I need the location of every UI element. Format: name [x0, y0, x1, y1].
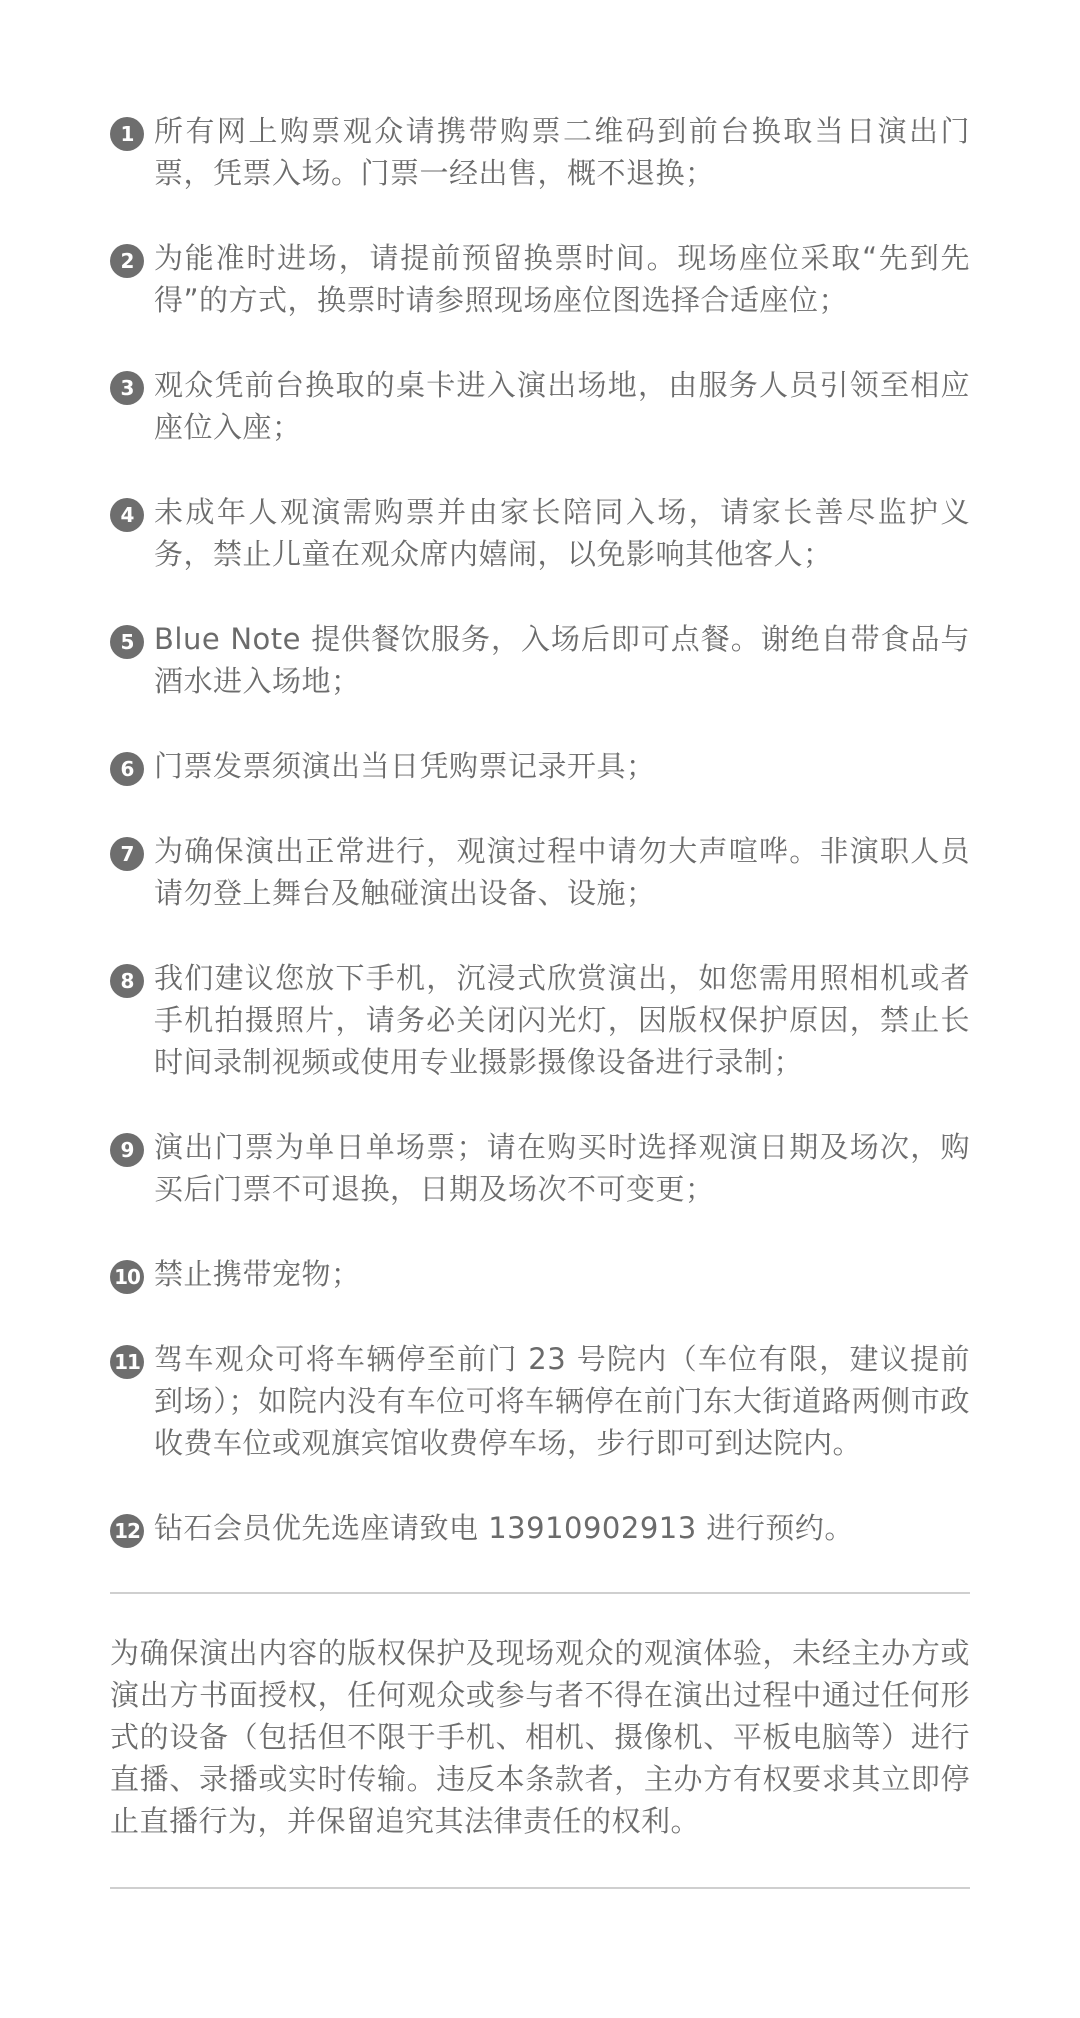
rule-text: 所有网上购票观众请携带购票二维码到前台换取当日演出门票，凭票入场。门票一经出售，概不退换； — [154, 114, 970, 190]
rule-item — [110, 1507, 970, 1549]
rule-item — [110, 237, 970, 321]
divider-bottom — [110, 1887, 970, 1889]
rule-number-badge: 5 — [110, 625, 144, 659]
rule-number-badge: 10 — [110, 1260, 144, 1294]
rule-text: 门票发票须演出当日凭购票记录开具； — [154, 749, 656, 783]
rule-text: 为能准时进场，请提前预留换票时间。现场座位采取“先到先得”的方式，换票时请参照现场座位图选择合适座位； — [154, 241, 970, 317]
rules-list — [110, 110, 970, 1549]
rule-item — [110, 618, 970, 702]
rule-item — [110, 491, 970, 575]
rule-item — [110, 1338, 970, 1464]
rule-text: Blue Note 提供餐饮服务，入场后即可点餐。谢绝自带食品与酒水进入场地； — [154, 622, 970, 698]
copyright-notice: 为确保演出内容的版权保护及现场观众的观演体验，未经主办方或演出方书面授权，任何观众或参与者不得在演出过程中通过任何形式的设备（包括但不限于手机、相机、摄像机、平板电脑等）进行直播、录播或实时传输。违反本条款者，主办方有权要求其立即停止直播行为，并保留追究其法律责任的权利。 — [110, 1636, 970, 1838]
rule-number-badge: 2 — [110, 244, 144, 278]
rule-number-badge: 4 — [110, 498, 144, 532]
rule-number-badge: 7 — [110, 837, 144, 871]
rule-text: 为确保演出正常进行，观演过程中请勿大声喧哗。非演职人员请勿登上舞台及触碰演出设备、设施； — [154, 834, 970, 910]
rule-item — [110, 1126, 970, 1210]
rule-number-badge: 6 — [110, 752, 144, 786]
rule-text: 演出门票为单日单场票；请在购买时选择观演日期及场次，购买后门票不可退换，日期及场次不可变更； — [154, 1130, 970, 1206]
rule-number-badge: 3 — [110, 371, 144, 405]
rule-text: 观众凭前台换取的桌卡进入演出场地，由服务人员引领至相应座位入座； — [154, 368, 970, 444]
rule-item — [110, 745, 970, 787]
rule-number-badge: 1 — [110, 117, 144, 151]
rule-number-badge: 8 — [110, 964, 144, 998]
rule-item — [110, 957, 970, 1083]
rule-text: 未成年人观演需购票并由家长陪同入场，请家长善尽监护义务，禁止儿童在观众席内嬉闹，以免影响其他客人； — [154, 495, 970, 571]
rule-item — [110, 830, 970, 914]
rule-text: 驾车观众可将车辆停至前门 23 号院内（车位有限，建议提前到场）；如院内没有车位可将车辆停在前门东大街道路两侧市政收费车位或观旗宾馆收费停车场，步行即可到达院内。 — [154, 1342, 970, 1460]
rule-text: 禁止携带宠物； — [154, 1257, 361, 1291]
rule-number-badge: 11 — [110, 1345, 144, 1379]
rule-text: 钻石会员优先选座请致电 13910902913 进行预约。 — [154, 1511, 854, 1545]
rule-number-badge: 12 — [110, 1514, 144, 1548]
rule-item — [110, 1253, 970, 1295]
rule-text: 我们建议您放下手机，沉浸式欣赏演出，如您需用照相机或者手机拍摄照片，请务必关闭闪光灯，因版权保护原因，禁止长时间录制视频或使用专业摄影摄像设备进行录制； — [154, 961, 970, 1079]
rule-item — [110, 110, 970, 194]
rule-item — [110, 364, 970, 448]
rule-number-badge: 9 — [110, 1133, 144, 1167]
